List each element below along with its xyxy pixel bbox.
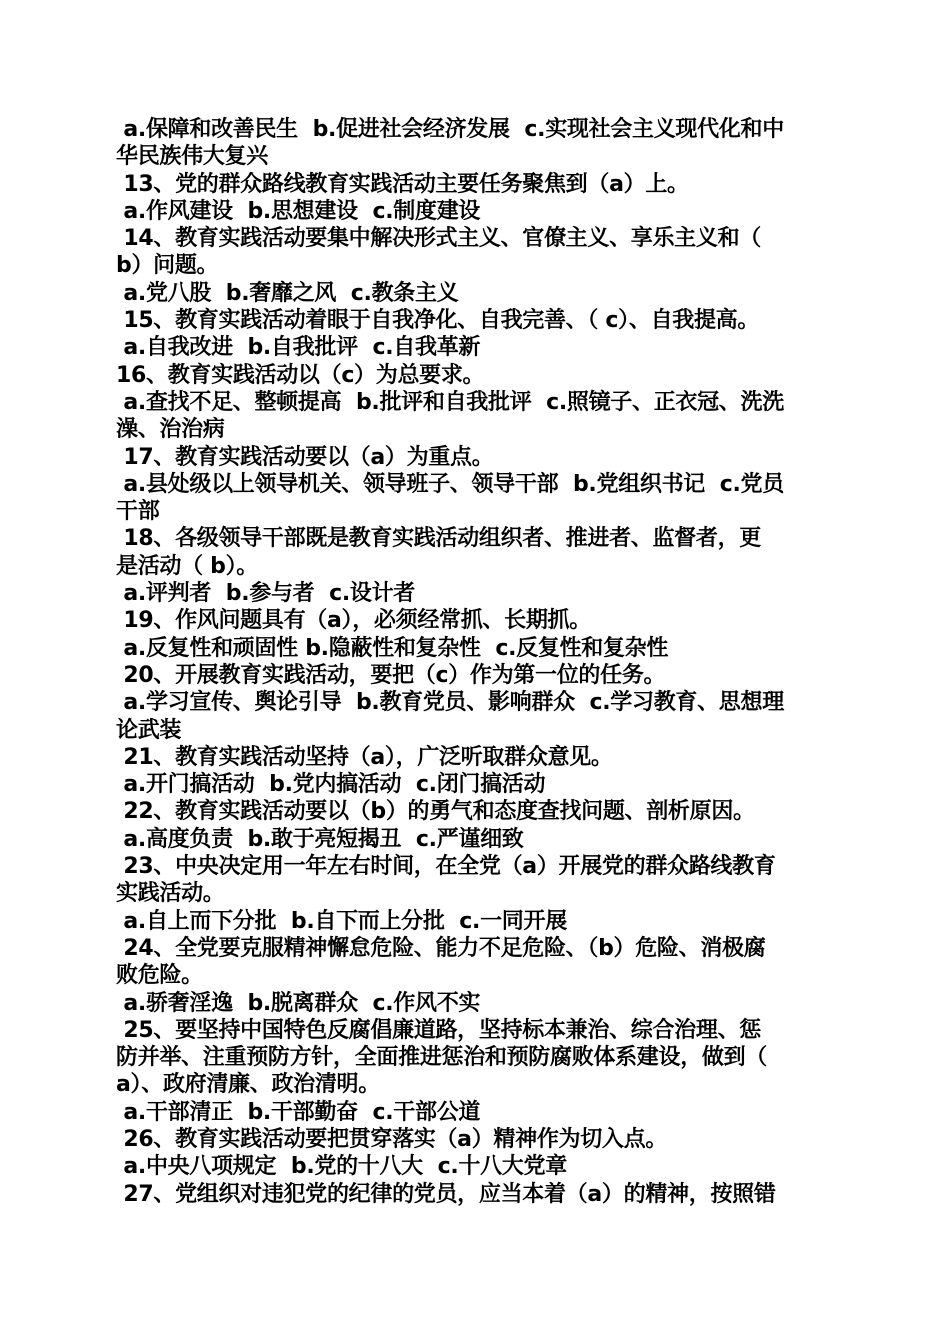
text-line: 干部 bbox=[116, 499, 160, 525]
text-line: a.县处级以上领导机关、领导班子、领导干部 b.党组织书记 c.党员 bbox=[116, 471, 784, 497]
text-line: a.作风建设 b.思想建设 c.制度建设 bbox=[116, 198, 481, 224]
text-line: a.查找不足、整顿提高 b.批评和自我批评 c.照镜子、正衣冠、洗洗 bbox=[116, 389, 784, 415]
text-line: 澡、治治病 bbox=[116, 417, 225, 443]
text-line: a.保障和改善民生 b.促进社会经济发展 c.实现社会主义现代化和中 bbox=[116, 117, 784, 142]
text-line: 华民族伟大复兴 bbox=[116, 144, 268, 170]
text-line: 是活动（ b）。 bbox=[116, 553, 259, 579]
text-line: 24、全党要克服精神懈怠危险、能力不足危险、（b）危险、消极腐 bbox=[116, 935, 766, 961]
text-line: 防并举、注重预防方针，全面推进惩治和预防腐败体系建设，做到（ bbox=[116, 1045, 768, 1071]
text-line: 13、党的群众路线教育实践活动主要任务聚焦到（a）上。 bbox=[116, 171, 689, 197]
text-line: a.学习宣传、舆论引导 b.教育党员、影响群众 c.学习教育、思想理 bbox=[116, 690, 784, 716]
text-line: a.干部清正 b.干部勤奋 c.干部公道 bbox=[116, 1099, 481, 1125]
text-line: b）问题。 bbox=[116, 253, 219, 279]
text-line: 18、各级领导干部既是教育实践活动组织者、推进者、监督者，更 bbox=[116, 526, 761, 552]
text-line: a.中央八项规定 b.党的十八大 c.十八大党章 bbox=[116, 1154, 567, 1180]
text-line: 19、作风问题具有（a），必须经常抓、长期抓。 bbox=[116, 608, 591, 634]
text-line: a）、政府清廉、政治清明。 bbox=[116, 1072, 380, 1098]
text-line: a.开门搞活动 b.党内搞活动 c.闭门搞活动 bbox=[116, 772, 546, 798]
text-line: 14、教育实践活动要集中解决形式主义、官僚主义、享乐主义和（ bbox=[116, 226, 761, 252]
text-line: 26、教育实践活动要把贯穿落实（a）精神作为切入点。 bbox=[116, 1126, 668, 1152]
text-line: 25、要坚持中国特色反腐倡廉道路，坚持标本兼治、综合治理、惩 bbox=[116, 1017, 761, 1043]
text-line: 23、中央决定用一年左右时间，在全党（a）开展党的群众路线教育 bbox=[116, 854, 776, 880]
text-line: 15、教育实践活动着眼于自我净化、自我完善、（ c）、自我提高。 bbox=[116, 308, 760, 334]
text-line: 实践活动。 bbox=[116, 881, 225, 907]
text-line: a.高度负责 b.敢于亮短揭丑 c.严谨细致 bbox=[116, 826, 524, 852]
text-line: 22、教育实践活动要以（b）的勇气和态度查找问题、剖析原因。 bbox=[116, 799, 755, 825]
text-line: 16、教育实践活动以（c）为总要求。 bbox=[116, 362, 485, 388]
text-line: 败危险。 bbox=[116, 963, 203, 989]
text-line: a.党八股 b.奢靡之风 c.教条主义 bbox=[116, 280, 459, 306]
text-line: a.反复性和顽固性 b.隐蔽性和复杂性 c.反复性和复杂性 bbox=[116, 635, 669, 661]
document-body bbox=[116, 116, 840, 1208]
text-line: 27、党组织对违犯党的纪律的党员，应当本着（a）的精神，按照错 bbox=[116, 1181, 776, 1207]
text-line: 论武装 bbox=[116, 717, 182, 743]
text-line: 20、开展教育实践活动，要把（c）作为第一位的任务。 bbox=[116, 662, 666, 688]
text-line: 17、教育实践活动要以（a）为重点。 bbox=[116, 444, 494, 470]
text-line: a.自我改进 b.自我批评 c.自我革新 bbox=[116, 335, 481, 361]
text-line: 21、教育实践活动坚持（a），广泛听取群众意见。 bbox=[116, 744, 613, 770]
text-line: a.评判者 b.参与者 c.设计者 bbox=[116, 581, 416, 607]
text-line: a.自上而下分批 b.自下而上分批 c.一同开展 bbox=[116, 908, 567, 934]
text-line: a.骄奢淫逸 b.脱离群众 c.作风不实 bbox=[116, 990, 481, 1016]
